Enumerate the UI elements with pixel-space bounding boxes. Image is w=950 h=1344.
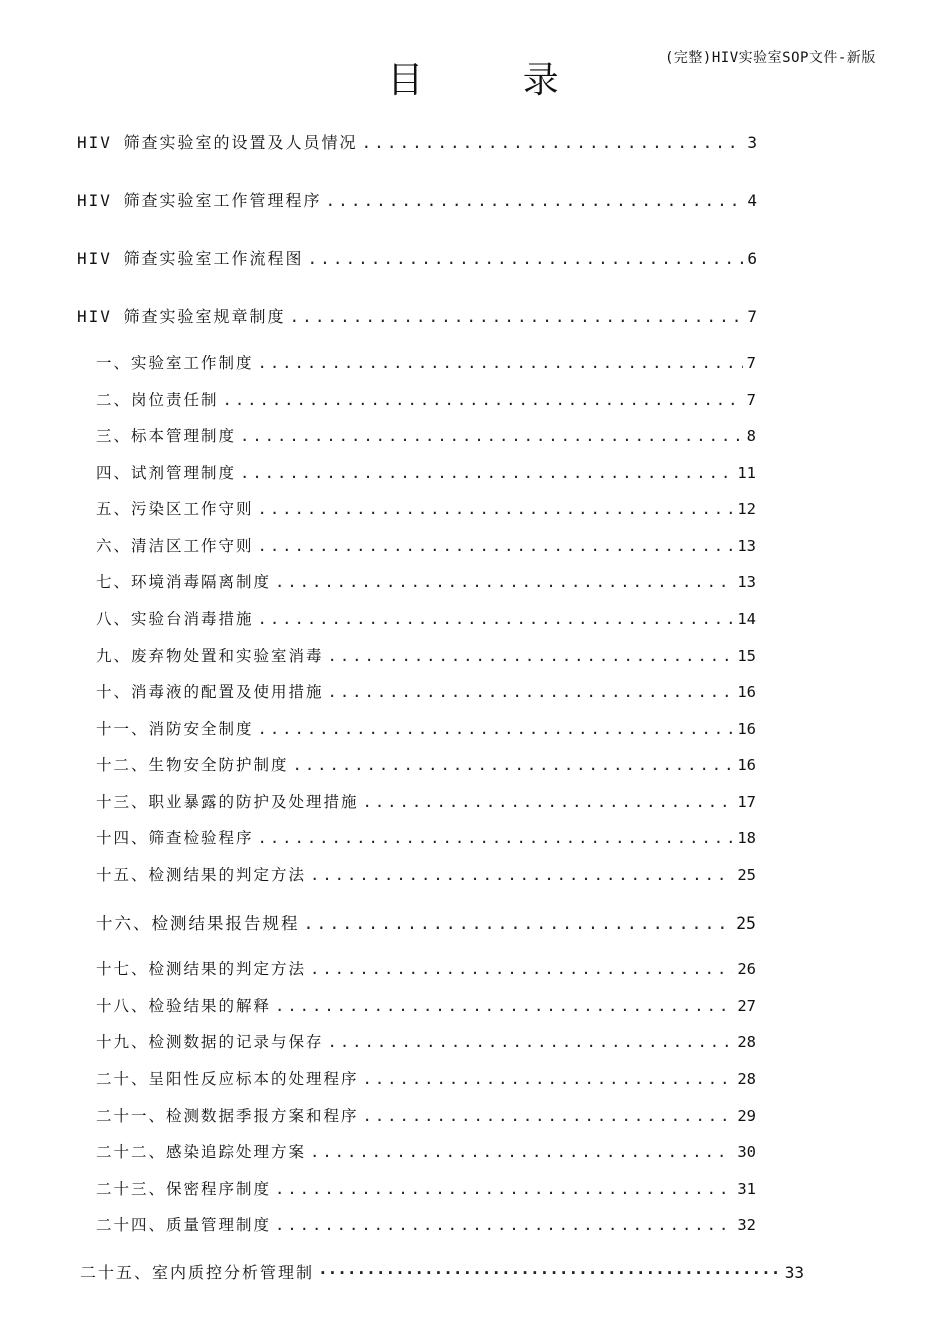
toc-entry[interactable] [80,1260,804,1283]
toc-entry-label: 七、环境消毒隔离制度 [96,573,272,591]
leader-dots [328,647,734,665]
toc-entry[interactable] [77,130,757,153]
toc-entry-label: HIV 筛查实验室规章制度 [77,307,286,326]
leader-dots [275,1180,733,1198]
leader-dots [304,914,733,933]
toc-entry-page: 26 [737,960,756,978]
leader-dots [318,1263,781,1282]
toc-entry-page: 12 [737,500,756,518]
toc-entry[interactable] [96,1067,756,1089]
toc-entry-page: 7 [746,391,756,409]
toc-entry-page: 4 [747,191,757,210]
leader-dots [308,249,744,268]
toc-entry-label: HIV 筛查实验室工作流程图 [77,249,304,268]
leader-dots [363,793,734,811]
toc-entry-page: 16 [737,720,756,738]
toc-entry[interactable] [96,570,756,592]
page-title: 目 录 [387,60,603,101]
leader-dots [275,573,733,591]
toc-entry-label: 二十、呈阳性反应标本的处理程序 [96,1070,359,1088]
leader-dots [310,866,733,884]
toc-entry-label: 一、实验室工作制度 [96,354,254,372]
leader-dots [258,610,734,628]
toc-entry-page: 11 [737,464,756,482]
leader-dots [328,683,734,701]
toc-entry-page: 7 [747,307,757,326]
toc-entry-label: 十三、职业暴露的防护及处理措施 [96,793,359,811]
toc-entry[interactable] [96,910,756,934]
toc-entry-page: 17 [737,793,756,811]
toc-entry[interactable] [96,461,756,483]
leader-dots [362,133,744,152]
toc-entry[interactable] [96,826,756,848]
toc-entry-page: 13 [737,573,756,591]
toc-entry[interactable] [96,790,756,812]
toc-entry-page: 16 [737,683,756,701]
toc-entry-page: 29 [737,1107,756,1125]
toc-entry-page: 6 [747,249,757,268]
toc-entry-label: HIV 筛查实验室工作管理程序 [77,191,322,210]
toc-entry-page: 16 [737,756,756,774]
toc-entry[interactable] [96,644,756,666]
leader-dots [258,829,734,847]
toc-entry[interactable] [96,424,756,446]
toc-entry-label: 三、标本管理制度 [96,427,237,445]
toc-entry-page: 32 [737,1216,756,1234]
toc-entry-label: 十八、检验结果的解释 [96,997,272,1015]
toc-entry[interactable] [96,957,756,979]
toc-entry[interactable] [96,534,756,556]
leader-dots [363,1107,734,1125]
toc-entry[interactable] [96,1177,756,1199]
toc-entry-page: 15 [737,647,756,665]
toc-entry-page: 8 [746,427,756,445]
leader-dots [258,720,734,738]
leader-dots [363,1070,734,1088]
toc-entry-label: 十六、检测结果报告规程 [96,914,300,933]
toc-entry-page: 30 [737,1143,756,1161]
leader-dots [290,307,744,326]
toc-entry-label: 十、消毒液的配置及使用措施 [96,683,324,701]
toc-entry-page: 18 [737,829,756,847]
toc-entry[interactable] [96,680,756,702]
toc-entry-label: 四、试剂管理制度 [96,464,237,482]
leader-dots [258,354,743,372]
leader-dots [240,427,743,445]
toc-entry-label: 十一、消防安全制度 [96,720,254,738]
toc-entry-page: 7 [746,354,756,372]
toc-entry-label: 八、实验台消毒措施 [96,610,254,628]
toc-entry[interactable] [96,1104,756,1126]
toc-entry[interactable] [96,351,756,373]
leader-dots [293,756,734,774]
toc-entry[interactable] [96,863,756,885]
toc-entry[interactable] [96,753,756,775]
toc-entry-page: 28 [737,1070,756,1088]
toc-entry-page: 31 [737,1180,756,1198]
toc-entry[interactable] [96,717,756,739]
leader-dots [275,997,733,1015]
leader-dots [223,391,743,409]
leader-dots [310,1143,733,1161]
leader-dots [240,464,733,482]
toc-entry-page: 25 [736,914,756,933]
toc-entry-label: 十四、筛查检验程序 [96,829,254,847]
leader-dots [275,1216,733,1234]
toc-entry-page: 33 [784,1263,804,1282]
toc-entry-label: 二十四、质量管理制度 [96,1216,272,1234]
toc-entry-label: 十二、生物安全防护制度 [96,756,289,774]
toc-entry-page: 14 [737,610,756,628]
toc-entry-label: HIV 筛查实验室的设置及人员情况 [77,133,358,152]
toc-entry-label: 六、清洁区工作守则 [96,537,254,555]
toc-entry-label: 二十一、检测数据季报方案和程序 [96,1107,359,1125]
leader-dots [258,500,734,518]
toc-entry[interactable] [96,994,756,1016]
toc-entry-page: 25 [737,866,756,884]
toc-entry-label: 十五、检测结果的判定方法 [96,866,307,884]
toc-entry[interactable] [96,1030,756,1052]
toc-entry[interactable] [96,607,756,629]
toc-entry-label: 二十三、保密程序制度 [96,1180,272,1198]
toc-entry-label: 十九、检测数据的记录与保存 [96,1033,324,1051]
header-note: (完整)HIV实验室SOP文件-新版 [665,50,876,66]
toc-entry-label: 二十五、室内质控分析管理制 [80,1263,315,1282]
leader-dots [310,960,733,978]
toc-entry-label: 十七、检测结果的判定方法 [96,960,307,978]
toc-entry[interactable] [96,1140,756,1162]
leader-dots [258,537,734,555]
toc-entry-page: 13 [737,537,756,555]
toc-entry-label: 九、废弃物处置和实验室消毒 [96,647,324,665]
toc-entry[interactable] [77,304,757,327]
leader-dots [328,1033,734,1051]
toc-entry-page: 3 [747,133,757,152]
toc-entry[interactable] [96,388,756,410]
toc-entry[interactable] [77,188,757,211]
toc-entry-label: 二十二、感染追踪处理方案 [96,1143,307,1161]
toc-entry-page: 28 [737,1033,756,1051]
toc-entry[interactable] [96,1213,756,1235]
toc-entry[interactable] [96,497,756,519]
toc-entry-label: 五、污染区工作守则 [96,500,254,518]
toc-entry-label: 二、岗位责任制 [96,391,219,409]
leader-dots [326,191,744,210]
toc-entry-page: 27 [737,997,756,1015]
toc-entry[interactable] [77,246,757,269]
